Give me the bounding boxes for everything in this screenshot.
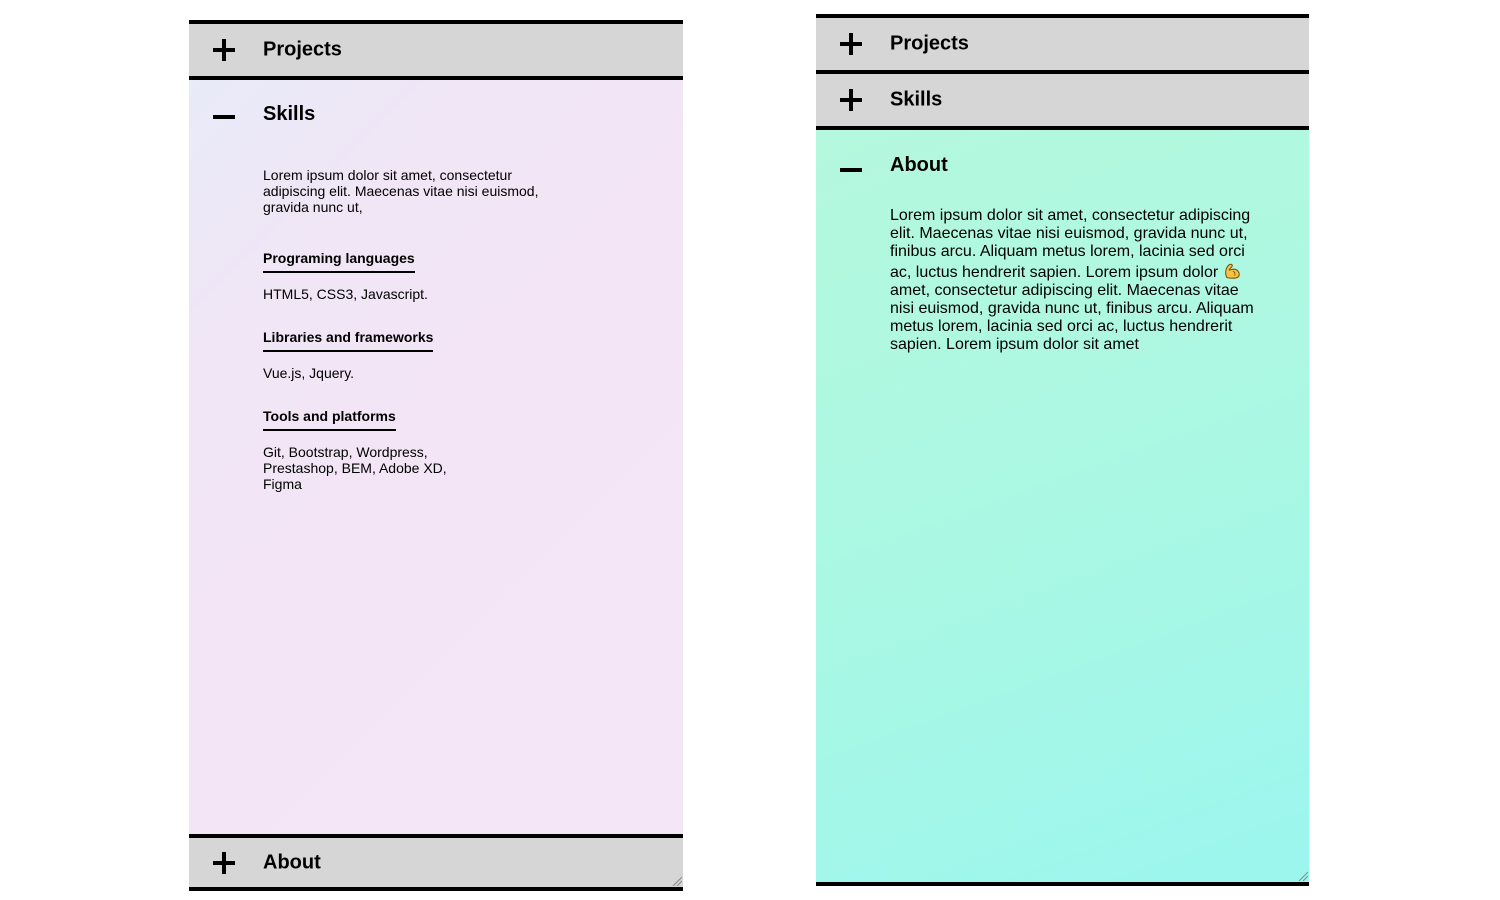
skill-text-tools: Git, Bootstrap, Wordpress, Prestashop, BEM, Adobe XD, Figma (263, 444, 447, 492)
accordion-left (189, 20, 683, 889)
skills-header[interactable] (816, 70, 1309, 126)
plus-icon[interactable] (840, 33, 862, 55)
skill-heading-frameworks: Libraries and frameworks (263, 329, 433, 352)
projects-title: Projects (263, 38, 342, 61)
resize-grip-icon[interactable] (672, 876, 682, 886)
about-text (890, 207, 1265, 355)
skills-intro-text: Lorem ipsum dolor sit amet, consectetur adipiscing elit. Maecenas vitae nisi euismod, gravida nunc ut, (263, 167, 539, 215)
accordion-right (816, 14, 1309, 884)
minus-icon[interactable] (213, 106, 235, 128)
about-text-part-2: amet, consectetur adipiscing elit. Maecenas vitae nisi euismod, gravida nunc ut, finibus arcu. Aliquam metus lorem, lacinia sed orci ac, luctus hendrerit sapien. Lorem ipsum dolor sit amet (890, 281, 1254, 354)
skill-heading-languages: Programing languages (263, 250, 415, 273)
resize-grip-icon[interactable] (1298, 871, 1308, 881)
skills-title: Skills (890, 88, 943, 111)
about-section (816, 126, 1309, 886)
skill-text-languages: HTML5, CSS3, Javascript. (263, 286, 428, 302)
flexed-biceps-icon (1223, 262, 1241, 280)
about-title: About (263, 851, 321, 873)
about-header[interactable] (189, 834, 683, 891)
skills-content (263, 167, 553, 519)
skills-section (189, 76, 683, 834)
projects-title: Projects (890, 32, 969, 55)
minus-icon[interactable] (840, 159, 862, 181)
plus-icon[interactable] (213, 39, 235, 61)
skill-heading-tools: Tools and platforms (263, 408, 396, 431)
skill-text-frameworks: Vue.js, Jquery. (263, 365, 355, 381)
projects-header[interactable] (189, 20, 683, 76)
projects-header[interactable] (816, 14, 1309, 70)
about-title: About (890, 154, 948, 176)
plus-icon[interactable] (840, 89, 862, 111)
about-text-part-1: Lorem ipsum dolor sit amet, consectetur adipiscing elit. Maecenas vitae nisi euismod, gravida nunc ut, finibus arcu. Aliquam metus lorem, lacinia sed orci ac, luctus hendrerit sapien. Lorem ipsum dolor (890, 207, 1251, 281)
plus-icon[interactable] (213, 852, 235, 874)
skills-title: Skills (263, 103, 316, 125)
